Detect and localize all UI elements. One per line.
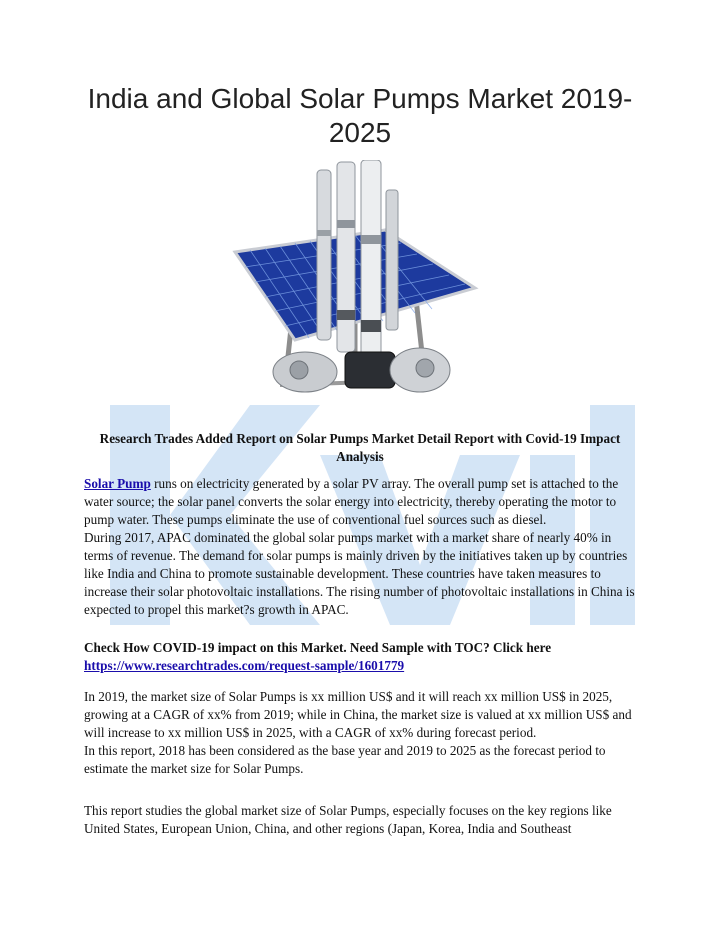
scope-paragraph: This report studies the global market size of Solar Pumps, especially focuses on the key regions like United States, European Union, China, and other regions (Japan, Korea, India and Southeast [84,803,612,836]
request-sample-link[interactable]: https://www.researchtrades.com/request-sample/1601779 [84,658,405,673]
solar-pump-illustration [225,160,485,410]
report-subheading: Research Trades Added Report on Solar Pumps Market Detail Report with Covid-19 Impact Analysis [99,431,621,464]
base-year-paragraph: In this report, 2018 has been considered as the base year and 2019 to 2025 as the forecast period to estimate the market size for Solar Pumps. [84,743,606,776]
cta-block [84,639,636,675]
apac-paragraph: During 2017, APAC dominated the global solar pumps market with a market share of nearly 40% in terms of revenue. The demand for solar pumps is mainly driven by the initiatives taken up by countries like India and China to promote sustainable development. These countries have taken measures to increase their solar photovoltaic installations. The rising number of photovoltaic installations in China is expected to propel this market?s growth in APAC. [84,530,635,617]
intro-paragraph [84,475,636,619]
market-size-block [84,688,636,778]
market-size-paragraph: In 2019, the market size of Solar Pumps is xx million US$ and it will reach xx million US$ in 2025, growing at a CAGR of xx% from 2019; while in China, the market size is valued at xx million US$ and will increase to xx million US$ in 2025, with a CAGR of xx% during forecast period. [84,689,632,740]
solar-pump-link[interactable]: Solar Pump [84,476,151,491]
scope-block [84,802,636,838]
intro-text: runs on electricity generated by a solar PV array. The overall pump set is attached to the water source; the solar panel converts the solar energy into electricity, thereby operating the motor to pump water. These pumps eliminate the use of conventional fuel sources such as diesel. [84,476,619,527]
document-title: India and Global Solar Pumps Market 2019-2025 [87,83,633,148]
cta-text: Check How COVID-19 impact on this Market. Need Sample with TOC? Click here [84,640,552,655]
